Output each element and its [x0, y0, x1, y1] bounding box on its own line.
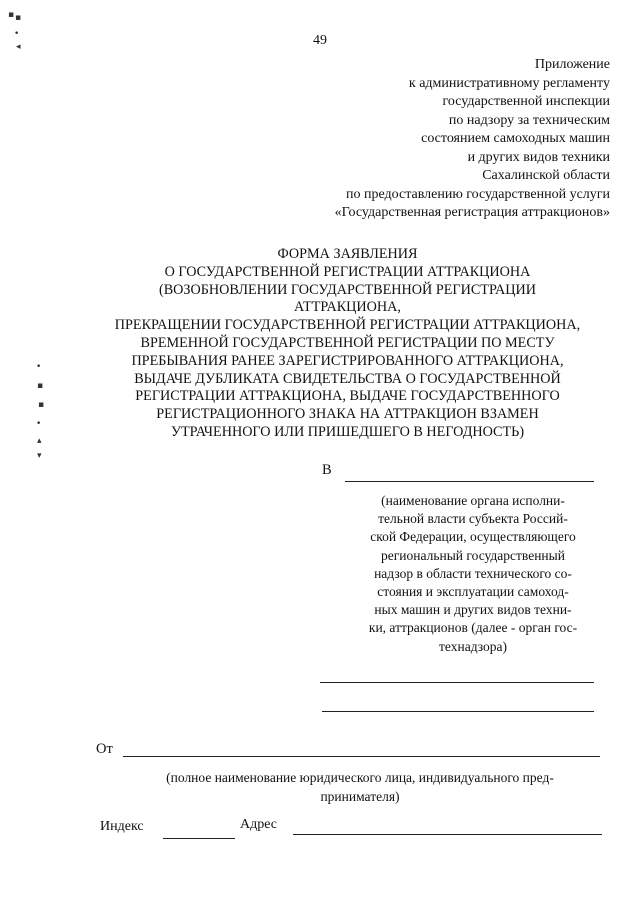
scan-mark: ▪: [38, 400, 45, 410]
appendix-line: состоянием самоходных машин: [421, 131, 610, 146]
scan-mark: ▪: [8, 10, 15, 20]
recipient-label: В: [322, 462, 332, 478]
recipient-extra-line-2[interactable]: [322, 711, 594, 712]
appendix-line: и других видов техники: [467, 149, 610, 165]
scan-mark: ▴: [37, 436, 42, 446]
scan-mark: ▾: [37, 451, 42, 461]
scan-mark: ▪: [15, 13, 22, 23]
appendix-header: [190, 56, 610, 223]
appendix-line: по надзору за техническим: [448, 112, 610, 128]
title-line: ПРЕБЫВАНИЯ РАНЕЕ ЗАРЕГИСТРИРОВАННОГО АТТРАКЦИОНА,: [131, 352, 564, 369]
applicant-caption: [110, 768, 610, 806]
caption-line: технадзора): [439, 638, 507, 654]
caption-line: ской Федерации, осуществляющего: [370, 529, 576, 545]
scan-mark: •: [36, 419, 42, 429]
caption-line: региональный государственный: [381, 547, 565, 563]
title-line: (ВОЗОБНОВЛЕНИИ ГОСУДАРСТВЕННОЙ РЕГИСТРАЦИИ: [158, 281, 537, 298]
form-title: [70, 246, 625, 442]
caption-line: стояния и эксплуатации самоход-: [377, 584, 569, 600]
caption-line: ки, аттракционов (далее - орган гос-: [368, 620, 578, 636]
appendix-line: Сахалинской области: [482, 168, 610, 183]
caption-line: тельной власти субъекта Россий-: [378, 511, 568, 527]
appendix-line: к административному регламенту: [408, 75, 610, 91]
caption-line: ных машин и других видов техни-: [374, 602, 572, 618]
appendix-line: Приложение: [534, 57, 610, 72]
caption-line: надзор в области технического со-: [374, 565, 572, 581]
title-line: РЕГИСТРАЦИИ АТТРАКЦИОНА, ВЫДАЧЕ ГОСУДАРСТВЕННОГО: [135, 388, 560, 405]
recipient-field-line[interactable]: [345, 481, 594, 482]
page-number: 49: [313, 33, 327, 48]
address-field-line[interactable]: [293, 834, 602, 835]
title-line: ПРЕКРАЩЕНИИ ГОСУДАРСТВЕННОЙ РЕГИСТРАЦИИ АТТРАКЦИОНА,: [114, 317, 581, 334]
title-line: РЕГИСТРАЦИОННОГО ЗНАКА НА АТТРАКЦИОН ВЗАМЕН: [156, 406, 539, 423]
scan-mark: ▪: [37, 381, 44, 391]
title-line: УТРАЧЕННОГО ИЛИ ПРИШЕДШЕГО В НЕГОДНОСТЬ): [170, 423, 525, 440]
address-label: Адрес: [240, 817, 278, 832]
title-line: ВЫДАЧЕ ДУБЛИКАТА СВИДЕТЕЛЬСТВА О ГОСУДАРСТВЕННОЙ: [134, 370, 561, 387]
caption-line: (наименование органа исполни-: [381, 493, 565, 508]
title-line: О ГОСУДАРСТВЕННОЙ РЕГИСТРАЦИИ АТТРАКЦИОНА: [164, 263, 531, 280]
applicant-label: От: [96, 741, 113, 757]
title-line: АТТРАКЦИОНА,: [294, 299, 401, 316]
scan-mark: •: [14, 29, 20, 39]
title-line: ФОРМА ЗАЯВЛЕНИЯ: [277, 246, 418, 262]
appendix-line: по предоставлению государственной услуги: [346, 186, 610, 202]
appendix-line: «Государственная регистрация аттракционов»: [334, 205, 610, 220]
title-line: ВРЕМЕННОЙ ГОСУДАРСТВЕННОЙ РЕГИСТРАЦИИ ПО МЕСТУ: [140, 334, 555, 351]
applicant-field-line[interactable]: [123, 756, 600, 757]
recipient-caption: [343, 492, 603, 656]
caption-line: (полное наименование юридического лица, индивидуального пред-: [166, 770, 554, 785]
scan-mark: •: [36, 362, 42, 372]
appendix-line: государственной инспекции: [442, 94, 610, 109]
index-field-line[interactable]: [163, 838, 235, 839]
recipient-extra-line-1[interactable]: [320, 682, 594, 683]
scan-mark: ◂: [16, 42, 21, 52]
caption-line: принимателя): [320, 789, 400, 804]
index-label: Индекс: [100, 819, 144, 834]
